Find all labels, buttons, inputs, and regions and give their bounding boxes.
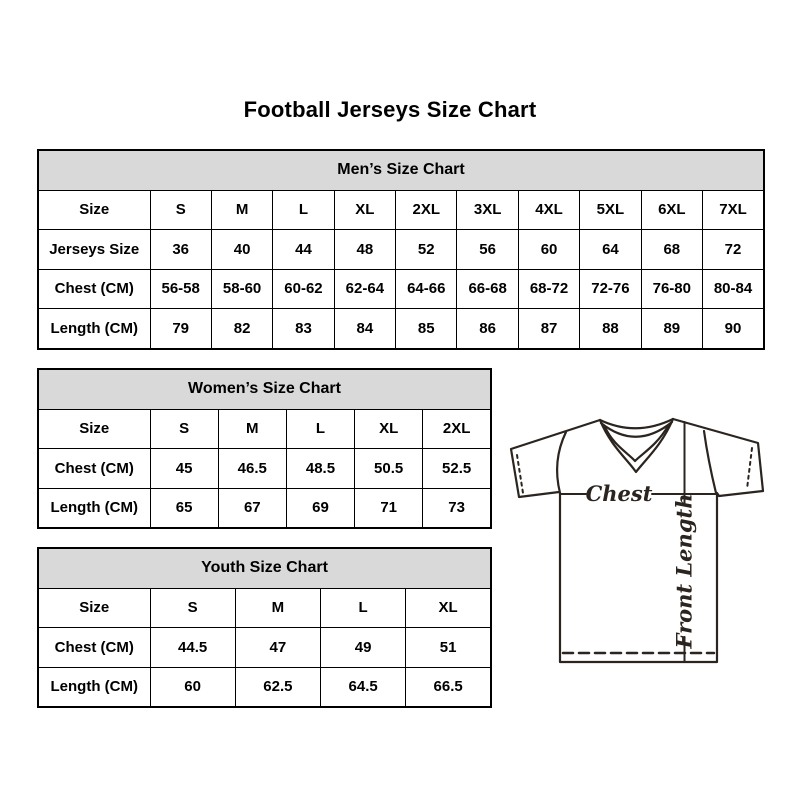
value-cell: 73 xyxy=(423,488,491,528)
right-armhole-seam xyxy=(704,431,716,493)
row-label-cell: Length (CM) xyxy=(38,309,150,349)
value-cell: 46.5 xyxy=(218,449,286,489)
chest-label: Chest xyxy=(585,481,653,506)
jersey-measurement-diagram xyxy=(495,393,785,695)
row-label-cell: Size xyxy=(38,190,150,230)
value-cell: 58-60 xyxy=(211,269,272,309)
row-label-cell: Chest (CM) xyxy=(38,449,150,489)
womens-size-table xyxy=(37,368,492,529)
row-label-cell: Length (CM) xyxy=(38,488,150,528)
value-cell: 64.5 xyxy=(321,667,406,707)
value-cell: 51 xyxy=(406,628,491,668)
column-header-cell: 2XL xyxy=(396,190,457,230)
value-cell: 66.5 xyxy=(406,667,491,707)
youth-table-title: Youth Size Chart xyxy=(38,548,491,588)
value-cell: 71 xyxy=(355,488,423,528)
column-header-cell: 6XL xyxy=(641,190,702,230)
value-cell: 40 xyxy=(211,230,272,270)
column-header-cell: XL xyxy=(355,409,423,449)
value-cell: 85 xyxy=(396,309,457,349)
value-cell: 84 xyxy=(334,309,395,349)
value-cell: 65 xyxy=(150,488,218,528)
table-row xyxy=(38,449,491,489)
value-cell: 60 xyxy=(518,230,579,270)
column-header-cell: S xyxy=(150,409,218,449)
column-header-cell: 5XL xyxy=(580,190,641,230)
value-cell: 79 xyxy=(150,309,211,349)
value-cell: 76-80 xyxy=(641,269,702,309)
value-cell: 52 xyxy=(396,230,457,270)
value-cell: 87 xyxy=(518,309,579,349)
table-row xyxy=(38,309,764,349)
column-header-cell: M xyxy=(211,190,272,230)
value-cell: 69 xyxy=(286,488,354,528)
value-cell: 48.5 xyxy=(286,449,354,489)
column-header-cell: S xyxy=(150,190,211,230)
value-cell: 68-72 xyxy=(518,269,579,309)
value-cell: 49 xyxy=(321,628,406,668)
table-row xyxy=(38,488,491,528)
value-cell: 62-64 xyxy=(334,269,395,309)
value-cell: 60-62 xyxy=(273,269,334,309)
value-cell: 80-84 xyxy=(703,269,764,309)
value-cell: 67 xyxy=(218,488,286,528)
table-row xyxy=(38,409,491,449)
value-cell: 60 xyxy=(150,667,235,707)
column-header-cell: M xyxy=(235,588,320,628)
row-label-cell: Chest (CM) xyxy=(38,628,150,668)
value-cell: 56 xyxy=(457,230,518,270)
column-header-cell: XL xyxy=(334,190,395,230)
column-header-cell: L xyxy=(273,190,334,230)
value-cell: 44 xyxy=(273,230,334,270)
value-cell: 90 xyxy=(703,309,764,349)
value-cell: 82 xyxy=(211,309,272,349)
value-cell: 50.5 xyxy=(355,449,423,489)
column-header-cell: L xyxy=(286,409,354,449)
table-row xyxy=(38,588,491,628)
column-header-cell: S xyxy=(150,588,235,628)
value-cell: 88 xyxy=(580,309,641,349)
row-label-cell: Size xyxy=(38,588,150,628)
mens-size-table xyxy=(37,149,765,350)
womens-table-title: Women’s Size Chart xyxy=(38,369,491,409)
value-cell: 64 xyxy=(580,230,641,270)
value-cell: 72 xyxy=(703,230,764,270)
front-length-label: Front Length xyxy=(671,493,697,649)
column-header-cell: 3XL xyxy=(457,190,518,230)
youth-size-table xyxy=(37,547,492,708)
table-row xyxy=(38,628,491,668)
column-header-cell: L xyxy=(321,588,406,628)
value-cell: 89 xyxy=(641,309,702,349)
left-armhole-seam xyxy=(557,432,566,493)
value-cell: 72-76 xyxy=(580,269,641,309)
row-label-cell: Length (CM) xyxy=(38,667,150,707)
table-row xyxy=(38,269,764,309)
column-header-cell: 2XL xyxy=(423,409,491,449)
table-row xyxy=(38,190,764,230)
row-label-cell: Jerseys Size xyxy=(38,230,150,270)
table-row xyxy=(38,230,764,270)
page-title: Football Jerseys Size Chart xyxy=(243,97,537,122)
mens-table-title: Men’s Size Chart xyxy=(38,150,764,190)
column-header-cell: 4XL xyxy=(518,190,579,230)
column-header-cell: XL xyxy=(406,588,491,628)
jersey-outline xyxy=(511,419,763,662)
right-cuff-dashed-line xyxy=(747,448,752,489)
table-row xyxy=(38,667,491,707)
row-label-cell: Chest (CM) xyxy=(38,269,150,309)
value-cell: 62.5 xyxy=(235,667,320,707)
value-cell: 56-58 xyxy=(150,269,211,309)
value-cell: 45 xyxy=(150,449,218,489)
collar-outer-v xyxy=(600,419,673,472)
value-cell: 86 xyxy=(457,309,518,349)
collar-back-arc xyxy=(600,419,673,428)
value-cell: 47 xyxy=(235,628,320,668)
value-cell: 66-68 xyxy=(457,269,518,309)
column-header-cell: M xyxy=(218,409,286,449)
row-label-cell: Size xyxy=(38,409,150,449)
value-cell: 83 xyxy=(273,309,334,349)
value-cell: 64-66 xyxy=(396,269,457,309)
value-cell: 48 xyxy=(334,230,395,270)
value-cell: 36 xyxy=(150,230,211,270)
value-cell: 44.5 xyxy=(150,628,235,668)
value-cell: 68 xyxy=(641,230,702,270)
column-header-cell: 7XL xyxy=(703,190,764,230)
value-cell: 52.5 xyxy=(423,449,491,489)
